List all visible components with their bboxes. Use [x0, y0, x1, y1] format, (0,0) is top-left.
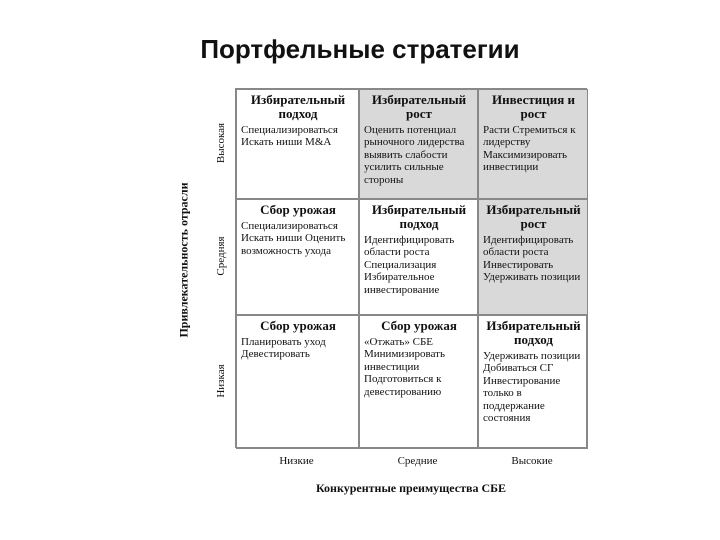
matrix-cell-low-low: [236, 315, 359, 449]
col-label-low: Низкие: [279, 455, 314, 467]
x-axis-title: Конкурентные преимущества СБЕ: [315, 481, 507, 495]
cell-title: Избирательный подход: [371, 202, 467, 231]
cell-text: Планировать уход Девестировать: [241, 336, 326, 361]
matrix-cell-medium-low: [236, 199, 359, 315]
matrix-cell-low-high: [478, 315, 588, 449]
matrix-cell-medium-high: [478, 199, 588, 315]
cell-text: «Отжать» СБЕ Минимизировать инвестиции Подготовиться к девестированию: [364, 336, 445, 398]
cell-title: Избирательный рост: [486, 202, 581, 231]
cell-title: Сбор урожая: [260, 202, 336, 217]
cell-title: Избирательный подход: [250, 92, 346, 121]
matrix-cell-high-high: [478, 89, 588, 199]
matrix-cell-high-low: [236, 89, 359, 199]
col-label-medium: Средние: [397, 455, 438, 467]
cell-title: Сбор урожая: [381, 318, 457, 333]
cell-text: Удерживать позиции Добиваться СГ Инвестирование только в поддержание состояния: [483, 350, 581, 425]
matrix-cell-high-medium: [359, 89, 478, 199]
col-label-high: Высокие: [511, 455, 553, 467]
strategy-matrix: [235, 88, 587, 448]
cell-text: Расти Стремиться к лидерству Максимизировать инвестиции: [483, 124, 576, 174]
cell-text: Специализироваться Искать ниши Оценить возможность ухода: [241, 220, 346, 257]
cell-title: Избирательный рост: [371, 92, 467, 121]
cell-title: Инвестиция и рост: [492, 92, 575, 121]
cell-text: Идентифицировать области роста Специализация Избирательное инвестирование: [364, 234, 455, 296]
cell-text: Идентифицировать области роста Инвестировать Удерживать позиции: [483, 234, 581, 284]
slide-title: Портфельные стратегии: [200, 34, 520, 64]
matrix-cell-low-medium: [359, 315, 478, 449]
matrix-cell-medium-medium: [359, 199, 478, 315]
y-axis-title-text: Привлекательность отрасли: [176, 182, 191, 338]
cell-text: Оценить потенциал рыночного лидерства выявить слабости усилить сильные стороны: [364, 124, 465, 186]
cell-title: Сбор урожая: [260, 318, 336, 333]
cell-title: Избирательный подход: [486, 318, 581, 347]
cell-text: Специализироваться Искать ниши M&A: [241, 124, 338, 149]
